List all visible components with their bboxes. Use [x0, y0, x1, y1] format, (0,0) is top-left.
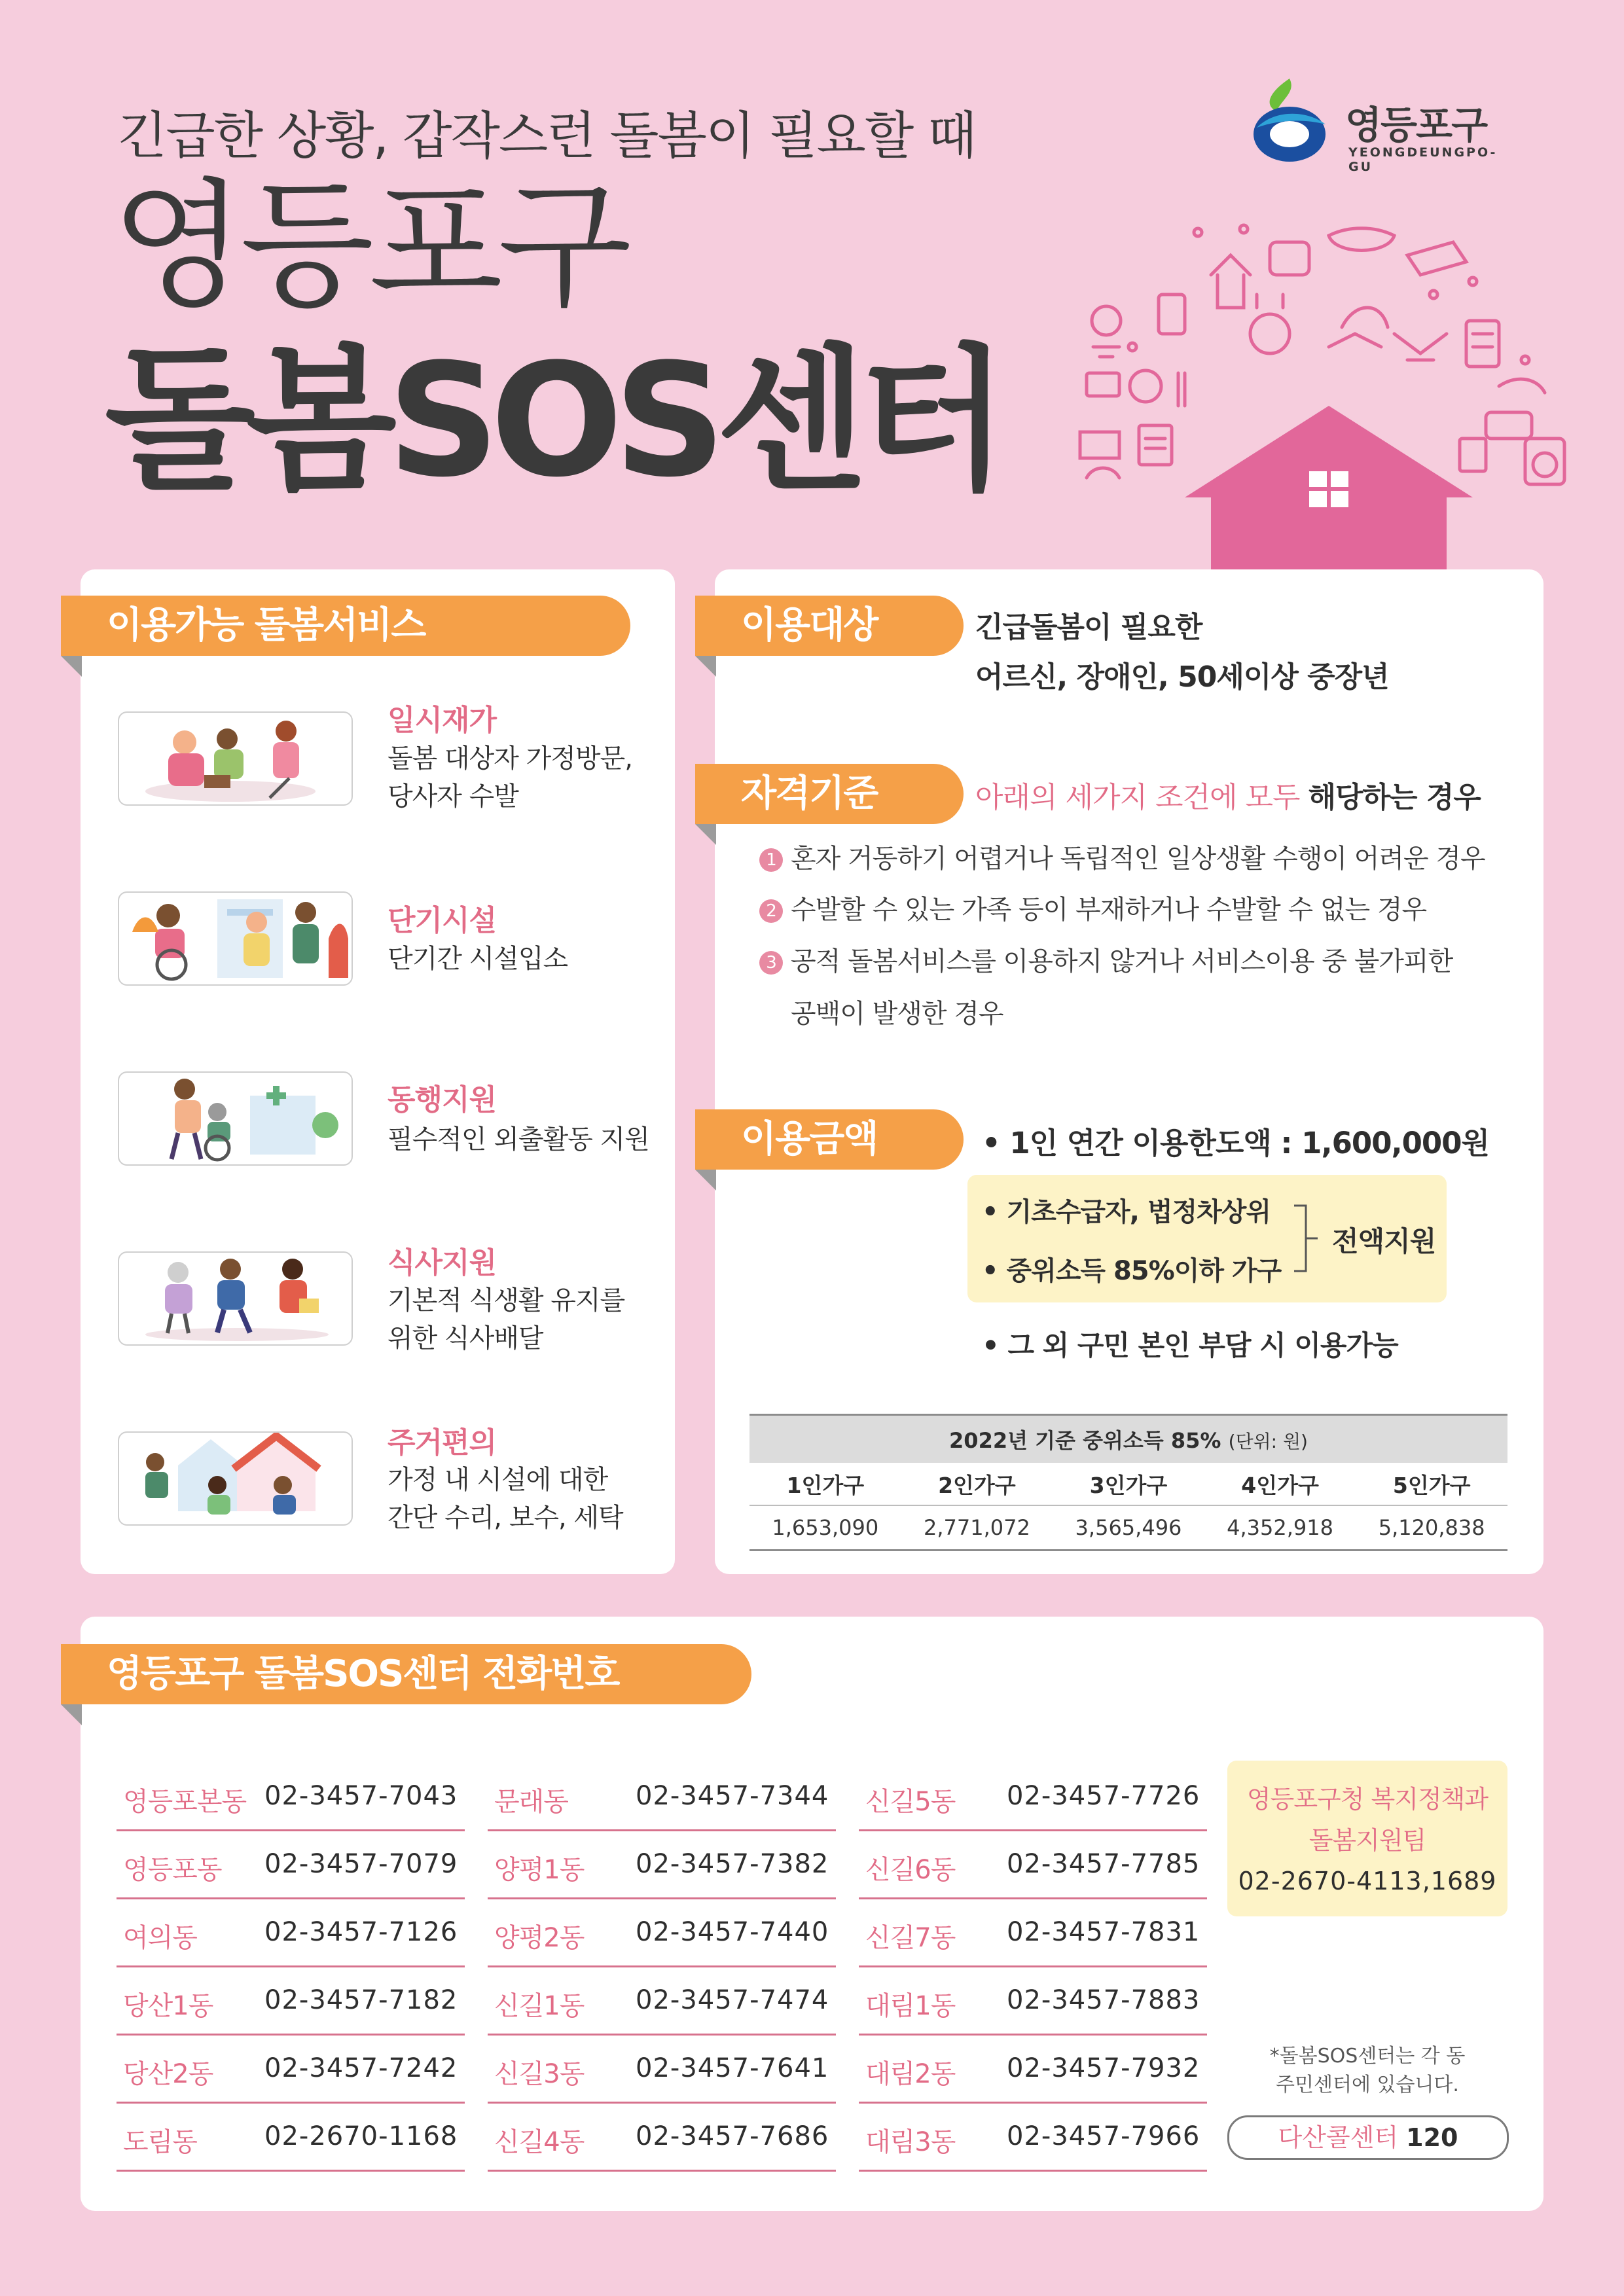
median-income-table — [749, 1414, 1507, 1551]
fee-sub2: • 중위소득 85%이하 가구 — [982, 1256, 1282, 1286]
income-value: 5,120,838 — [1356, 1505, 1507, 1551]
service-illustration-housing-repair — [118, 1431, 353, 1526]
fee-sub1: • 기초수급자, 법정차상위 — [982, 1197, 1271, 1227]
title-line2: 돌봄SOS센터 — [105, 331, 1000, 512]
income-header: 3인가구 — [1053, 1463, 1204, 1505]
phone-number[interactable]: 02-3457-7686 — [636, 2121, 829, 2151]
phone-number[interactable]: 02-3457-7831 — [1007, 1917, 1200, 1947]
income-value: 1,653,090 — [749, 1505, 901, 1551]
logo-emblem-icon — [1244, 72, 1335, 170]
phone-row: 대림3동 02-3457-7966 — [859, 2104, 1207, 2172]
phone-row: 대림1동 02-3457-7883 — [859, 1967, 1207, 2036]
service-5-desc-line1: 가정 내 시설에 대한 — [388, 1465, 608, 1495]
income-value: 4,352,918 — [1204, 1505, 1356, 1551]
target-line1: 긴급돌봄이 필요한 — [975, 611, 1202, 644]
criteria-item-1: 1 혼자 거동하기 어렵거나 독립적인 일상생활 수행이 어려운 경우 — [759, 838, 1485, 875]
phone-row: 신길7동 02-3457-7831 — [859, 1899, 1207, 1967]
phone-number[interactable]: 02-3457-7242 — [264, 2053, 458, 2083]
title-line1: 영등포구 — [111, 165, 627, 327]
phone-number[interactable]: 02-3457-7440 — [636, 1917, 829, 1947]
criteria-item-2: 2 수발할 수 있는 가족 등이 부재하거나 수발할 수 없는 경우 — [759, 889, 1426, 926]
income-header: 2인가구 — [901, 1463, 1053, 1505]
phone-column-3 — [859, 1763, 1207, 2172]
phone-number[interactable]: 02-3457-7474 — [636, 1985, 829, 2015]
phone-number[interactable]: 02-3457-7966 — [1007, 2121, 1200, 2151]
service-3-title: 동행지원 — [388, 1083, 497, 1117]
office-name-line2: 돌봄지원팀 — [1308, 1826, 1426, 1855]
service-2-desc-line1: 단기간 시설입소 — [388, 944, 568, 974]
service-1-desc-line1: 돌봄 대상자 가정방문, — [388, 744, 632, 774]
criteria-lead-dark: 해당하는 경우 — [1308, 781, 1481, 814]
logo-name: 영등포구 — [1345, 103, 1487, 147]
dasan-call-center[interactable]: 다산콜센터 120 — [1227, 2115, 1509, 2160]
phone-row: 신길4동 02-3457-7686 — [488, 2104, 836, 2172]
phone-row: 대림2동 02-3457-7932 — [859, 2036, 1207, 2104]
phones-heading: 영등포구 돌봄SOS센터 전화번호 — [61, 1644, 751, 1704]
phone-row: 도림동 02-2670-1168 — [117, 2104, 465, 2172]
service-5-desc-line2: 간단 수리, 보수, 세탁 — [388, 1503, 623, 1533]
phone-row: 영등포동 02-3457-7079 — [117, 1831, 465, 1899]
phone-row: 여의동 02-3457-7126 — [117, 1899, 465, 1967]
fee-full-support: 전액지원 — [1332, 1225, 1436, 1257]
target-heading: 이용대상 — [695, 596, 964, 656]
center-location-note: *돌봄SOS센터는 각 동 주민센터에 있습니다. — [1269, 2045, 1466, 2096]
phone-number[interactable]: 02-3457-7382 — [636, 1849, 829, 1879]
service-illustration-home-care — [118, 711, 353, 806]
service-4-desc-line2: 위한 식사배달 — [388, 1323, 543, 1354]
services-heading: 이용가능 돌봄서비스 — [61, 596, 630, 656]
phone-number[interactable]: 02-3457-7079 — [264, 1849, 458, 1879]
income-table-caption: 2022년 기준 중위소득 85% (단위: 원) — [749, 1415, 1507, 1463]
service-5-title: 주거편의 — [388, 1426, 497, 1460]
target-line2: 어르신, 장애인, 50세이상 중장년 — [975, 660, 1389, 694]
service-illustration-short-term-facility — [118, 891, 353, 986]
subtitle: 긴급한 상황, 갑작스런 돌봄이 필요할 때 — [118, 107, 976, 166]
criteria-lead — [975, 774, 1481, 816]
income-header: 1인가구 — [749, 1463, 901, 1505]
phone-number[interactable]: 02-3457-7126 — [264, 1917, 458, 1947]
logo-english: YEONGDEUNGPO-GU — [1348, 145, 1498, 174]
phone-row: 신길1동 02-3457-7474 — [488, 1967, 836, 2036]
bracket-icon — [1293, 1203, 1319, 1275]
fee-heading: 이용금액 — [695, 1109, 964, 1170]
phone-number[interactable]: 02-3457-7043 — [264, 1781, 458, 1811]
criteria-lead-pink: 아래의 세가지 조건에 모두 — [975, 781, 1300, 814]
phone-row: 당산1동 02-3457-7182 — [117, 1967, 465, 2036]
criteria-heading: 자격기준 — [695, 764, 964, 824]
service-illustration-meal-delivery — [118, 1251, 353, 1346]
income-header: 4인가구 — [1204, 1463, 1356, 1505]
phone-row: 신길5동 02-3457-7726 — [859, 1763, 1207, 1831]
district-logo — [1244, 72, 1519, 174]
number-1-icon: 1 — [759, 848, 783, 872]
phone-row: 양평1동 02-3457-7382 — [488, 1831, 836, 1899]
phone-row: 신길6동 02-3457-7785 — [859, 1831, 1207, 1899]
criteria-item-3: 3 공적 돌봄서비스를 이용하지 않거나 서비스이용 중 불가피한 — [759, 941, 1453, 978]
phone-number[interactable]: 02-3457-7726 — [1007, 1781, 1200, 1811]
phone-number[interactable]: 02-3457-7344 — [636, 1781, 829, 1811]
service-4-desc-line1: 기본적 식생활 유지를 — [388, 1285, 625, 1316]
service-illustration-accompany — [118, 1071, 353, 1166]
phone-column-2 — [488, 1763, 836, 2172]
phone-number[interactable]: 02-3457-7932 — [1007, 2053, 1200, 2083]
phone-number[interactable]: 02-2670-1168 — [264, 2121, 458, 2151]
phone-row: 영등포본동 02-3457-7043 — [117, 1763, 465, 1831]
office-phone-number[interactable]: 02-2670-4113,1689 — [1238, 1867, 1497, 1895]
fee-other: • 그 외 구민 본인 부담 시 이용가능 — [982, 1329, 1398, 1361]
phone-row: 양평2동 02-3457-7440 — [488, 1899, 836, 1967]
number-3-icon: 3 — [759, 951, 783, 975]
phone-row: 문래동 02-3457-7344 — [488, 1763, 836, 1831]
service-1-title: 일시재가 — [388, 704, 497, 737]
phone-row: 신길3동 02-3457-7641 — [488, 2036, 836, 2104]
service-4-title: 식사지원 — [388, 1246, 497, 1280]
phone-number[interactable]: 02-3457-7641 — [636, 2053, 829, 2083]
house-care-icons-illustration — [1067, 216, 1591, 583]
phone-number[interactable]: 02-3457-7785 — [1007, 1849, 1200, 1879]
service-1-desc-line2: 당사자 수발 — [388, 781, 518, 812]
number-2-icon: 2 — [759, 899, 783, 923]
income-value: 2,771,072 — [901, 1505, 1053, 1551]
service-2-title: 단기시설 — [388, 904, 497, 937]
income-value: 3,565,496 — [1053, 1505, 1204, 1551]
office-contact-box — [1227, 1761, 1507, 1916]
phone-column-1 — [117, 1763, 465, 2172]
phone-number[interactable]: 02-3457-7883 — [1007, 1985, 1200, 2015]
phone-number[interactable]: 02-3457-7182 — [264, 1985, 458, 2015]
service-3-desc-line1: 필수적인 외출활동 지원 — [388, 1124, 649, 1155]
income-header: 5인가구 — [1356, 1463, 1507, 1505]
criteria-item-3-cont: 공백이 발생한 경우 — [791, 999, 1003, 1029]
office-name-line1: 영등포구청 복지정책과 — [1246, 1785, 1489, 1814]
fee-limit: • 1인 연간 이용한도액 : 1,600,000원 — [982, 1126, 1489, 1160]
phone-row: 당산2동 02-3457-7242 — [117, 2036, 465, 2104]
